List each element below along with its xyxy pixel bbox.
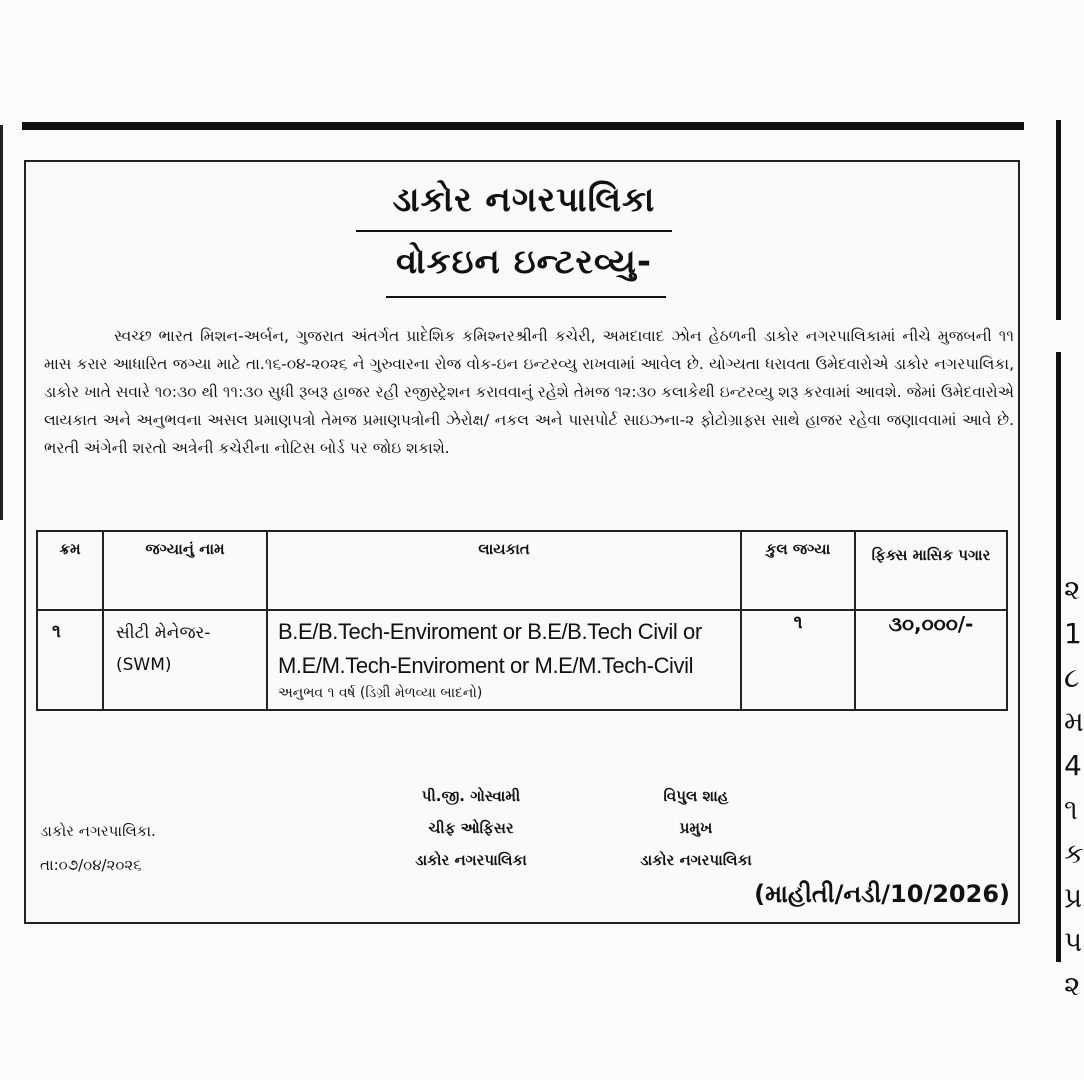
signatory-president: [596, 780, 796, 876]
row-qualification: [267, 610, 741, 710]
notice-title: ડાકોર નગરપાલિકા: [392, 180, 656, 220]
row-no: ૧: [37, 610, 103, 710]
header-qualification: લાયકાત: [267, 531, 741, 610]
adjacent-column-strip: [1052, 120, 1084, 1002]
adjacent-column-rule: [1056, 120, 1061, 320]
row-post-name: સીટી મેનેજર-(SWM): [103, 610, 267, 710]
row-salary: ૩૦,૦૦૦/-: [855, 610, 1007, 710]
notice-body: સ્વચ્છ ભારત મિશન-અર્બન, ગુજરાત અંતર્ગત પ્રાદેશિક કમિશ્નરશ્રીની કચેરી, અમદાવાદ ઝોન હેઠળની ડાકોર નગરપાલિકામાં નીચે મુજબની ૧૧ માસ કરાર આધારિત જગ્યા માટે તા.૧૬-૦૪-૨૦૨૬ ને ગુરુવારના રોજ વોક-ઇન ઇન્ટરવ્યુ રાખવામાં આવેલ છે. યોગ્યતા ધરાવતા ઉમેદવારોએ ડાકોર નગરપાલિકા, ડાકોર ખાતે સવારે ૧૦:૩૦ થી ૧૧:૩૦ સુધી રૂબરૂ હાજર રહી રજીસ્ટ્રેશન કરાવવાનું રહેશે તેમજ ૧૨:૩૦ કલાકેથી ઇન્ટરવ્યુ શરૂ કરવામાં આવશે. જેમાં ઉમેદવારોએ લાયકાત અને અનુભવના અસલ પ્રમાણપત્રો તેમજ પ્રમાણપત્રોની ઝેરોક્ષ/ નકલ અને પાસપોર્ટ સાઇઝના-૨ ફોટોગ્રાફ્સ સાથે હાજર રહેવા જણાવવામાં આવે છે. ભરતી અંગેની શરતો અત્રેની કચેરીના નોટિસ બોર્ડ પર જોઇ શકાશે.: [44, 327, 1014, 457]
signatory-office: ડાકોર નગરપાલિકા: [640, 851, 752, 869]
subtitle-underline: [386, 296, 666, 298]
table-row: [37, 610, 1007, 710]
table-header-row: [37, 531, 1007, 610]
adjacent-column-text: ૨ 1 ૮ મ 4 ૧ ક પ્ર પ ૨: [1064, 573, 1084, 1002]
reference-number: (માહીતી/નડી/10/2026): [754, 880, 1010, 908]
issue-date: તા:૦૭/૦૪/૨૦૨૬: [40, 856, 142, 874]
header-no: ક્રમ: [37, 531, 103, 610]
header-salary: ફિક્સ માસિક પગાર: [855, 531, 1007, 610]
signatory-name: વિપુલ શાહ: [663, 787, 729, 805]
recruitment-notice: [24, 160, 1020, 924]
signatory-chief-officer: [386, 780, 556, 876]
row-total-posts: ૧: [741, 610, 855, 710]
header-total-posts: કુલ જગ્યા: [741, 531, 855, 610]
adjacent-column-rule: [1056, 352, 1061, 962]
qualification-line-2: M.E/M.Tech-Enviroment or M.E/M.Tech-Civil: [278, 653, 694, 678]
signatory-name: પી.જી. ગોસ્વામી: [421, 787, 521, 805]
title-underline: [356, 230, 672, 232]
signatory-office: ડાકોર નગરપાલિકા: [415, 851, 527, 869]
experience-requirement: અનુભવ ૧ વર્ષ (ડિગ્રી મેળવ્યા બાદનો): [278, 685, 483, 701]
qualification-line-1: B.E/B.Tech-Enviroment or B.E/B.Tech Civil or: [278, 619, 702, 644]
issuer-block: [40, 814, 156, 882]
signatory-designation: પ્રમુખ: [679, 819, 713, 837]
left-column-edge: [0, 125, 3, 520]
top-rule: [22, 122, 1024, 130]
posts-table: [36, 530, 1008, 711]
header-post-name: જગ્યાનું નામ: [103, 531, 267, 610]
notice-subtitle: વોકઇન ઇન્ટરવ્યુ-: [396, 242, 652, 282]
issuer-place: ડાકોર નગરપાલિકા.: [40, 822, 156, 840]
signatory-designation: ચીફ ઓફિસર: [428, 819, 514, 837]
